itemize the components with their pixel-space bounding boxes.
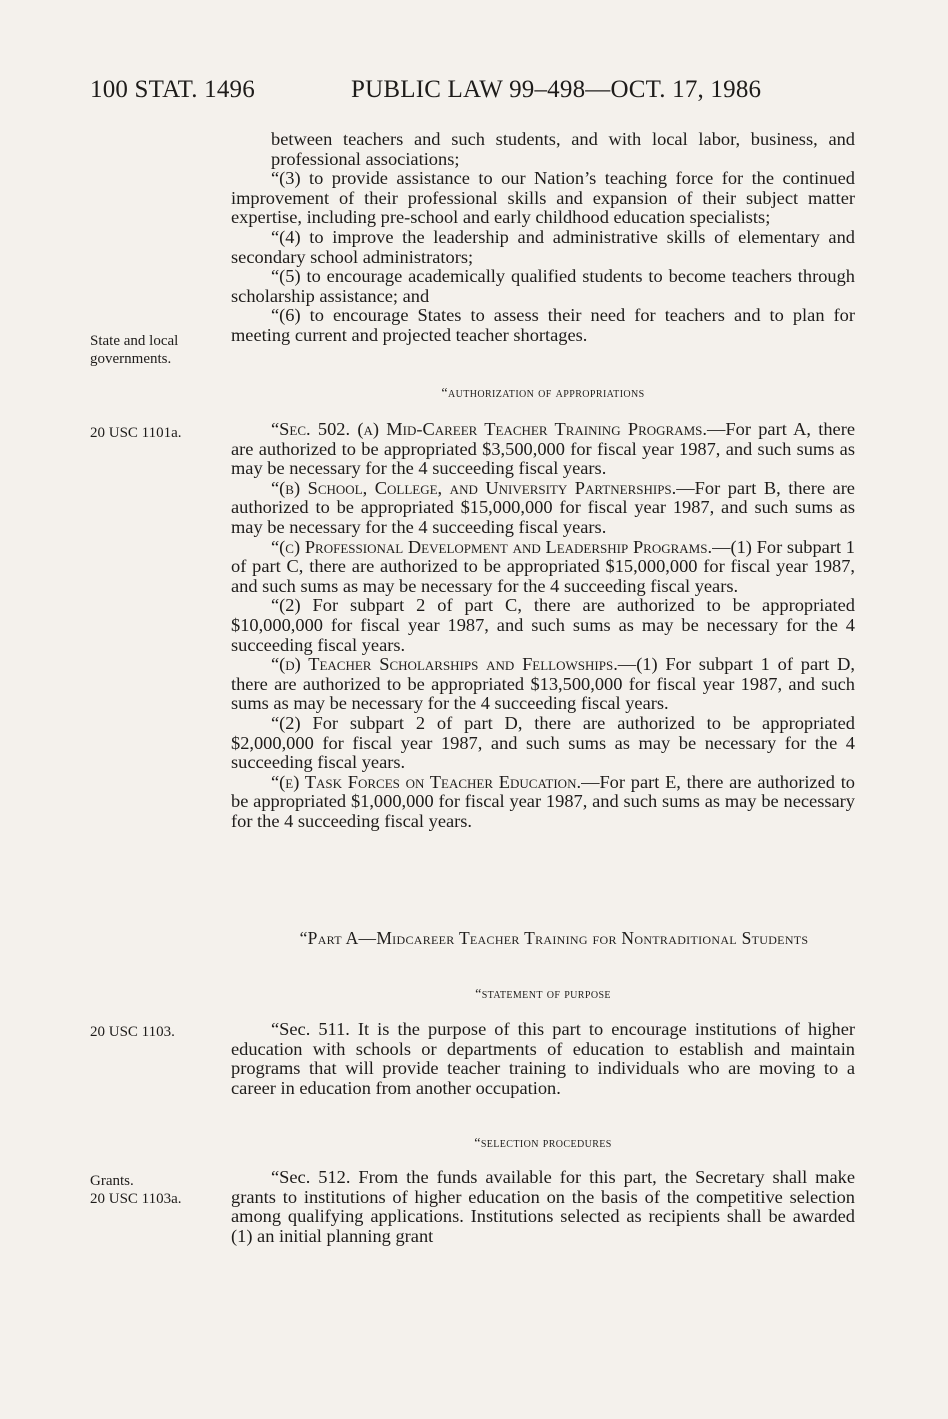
paragraph-continuation: between teachers and such students, and with local labor, business, and professional associations; [271,129,855,169]
sec-502-a [231,420,855,479]
stat-reference: 100 STAT. 1496 [90,76,255,103]
heading-statement-of-purpose: “statement of purpose [475,987,611,1002]
sec-502-c [231,538,855,597]
margin-note-usc-1101a: 20 USC 1101a. [90,425,182,441]
law-title: PUBLIC LAW 99–498—OCT. 17, 1986 [351,76,762,103]
sec-502-c-text: —(1) For subpart 1 of part C, there are authorized to be appropriated $15,000,000 for fiscal year 1987, and such sums as may be necessary for the 4 succeeding fiscal years. [231,536,855,596]
sec-502-a-heading: “Sec. 502. (a) Mid-Career Teacher Training Programs. [271,419,707,439]
purpose-list [231,130,855,346]
sec-502-d-2: “(2) For subpart 2 of part D, there are authorized to be appropriated $2,000,000 for fiscal year 1987, and such sums as may be necessary for the 4 succeeding fiscal years. [231,712,855,773]
part-a-heading: “Part A—Midcareer Teacher Training for Nontraditional Students [299,928,809,948]
margin-note-line: governments. [90,351,172,367]
heading-selection-procedures: “selection procedures [474,1136,612,1151]
sec-502-b [231,479,855,538]
sec-502-c-heading: “(c) Professional Development and Leadership Programs. [271,536,713,557]
sec-502-b-text: —For part B, there are authorized to be appropriated $15,000,000 for fiscal year 1987, and such sums as may be necessary for the 4 succeeding fiscal years. [231,477,855,537]
sec-502-c-2: “(2) For subpart 2 of part C, there are authorized to be appropriated $10,000,000 for fiscal year 1987, and such sums as may be necessary for the 4 succeeding fiscal years. [231,595,855,655]
sec-502-d-text: —(1) For subpart 1 of part D, there are authorized to be appropriated $13,500,000 for fiscal year 1987, and such sums as may be necessary for the 4 succeeding fiscal years. [231,654,855,714]
margin-note-state-local [90,332,230,368]
sec-502-d [231,655,855,714]
sec-502-e-heading: “(e) Task Forces on Teacher Education. [271,771,582,792]
margin-note-line: State and local [90,333,179,349]
heading-authorization: “authorization of appropriations [441,386,645,401]
section-502 [231,420,855,831]
sec-502-b-heading: “(b) School, College, and University Partnerships. [271,477,677,498]
sec-512-text: “Sec. 512. From the funds available for this part, the Secretary shall make grants to institutions of higher education on the basis of the competitive selection among qualifying applications. Institutions selected as recipients shall be awarded (1) an initial planning grant [231,1167,855,1246]
margin-note-line: Grants. [90,1173,134,1189]
sec-502-a-text: —For part A, there are authorized to be appropriated $3,500,000 for fiscal year 1987, and such sums as may be necessary for the 4 succeeding fiscal years. [231,419,855,479]
margin-note-usc-1103: 20 USC 1103. [90,1024,175,1040]
section-511 [231,1020,855,1098]
paragraph-4: “(4) to improve the leadership and administrative skills of elementary and secondary school administrators; [231,226,855,267]
margin-note-grants [90,1172,230,1208]
margin-note-line: 20 USC 1103a. [90,1191,182,1207]
section-512 [231,1168,855,1246]
page-header [0,76,948,116]
sec-511-text: “Sec. 511. It is the purpose of this part to encourage institutions of higher education with schools or departments of education to establish and maintain programs that will provide teacher training to individuals who are moving to a career in education from another occupation. [231,1019,855,1098]
sec-502-e-text: —For part E, there are authorized to be appropriated $1,000,000 for fiscal year 1987, and such sums as may be necessary for the 4 succeeding fiscal years. [231,771,856,831]
sec-502-e [231,773,855,832]
paragraph-6: “(6) to encourage States to assess their need for teachers and to plan for meeting current and projected teacher shortages. [231,305,855,345]
paragraph-5: “(5) to encourage academically qualified students to become teachers through scholarship assistance; and [231,266,855,306]
paragraph-3: “(3) to provide assistance to our Nation’s teaching force for the continued improvement of their professional skills and expansion of their subject matter expertise, including pre-school and early childhood education specialists; [231,168,855,228]
sec-502-d-heading: “(d) Teacher Scholarships and Fellowships. [271,654,618,675]
